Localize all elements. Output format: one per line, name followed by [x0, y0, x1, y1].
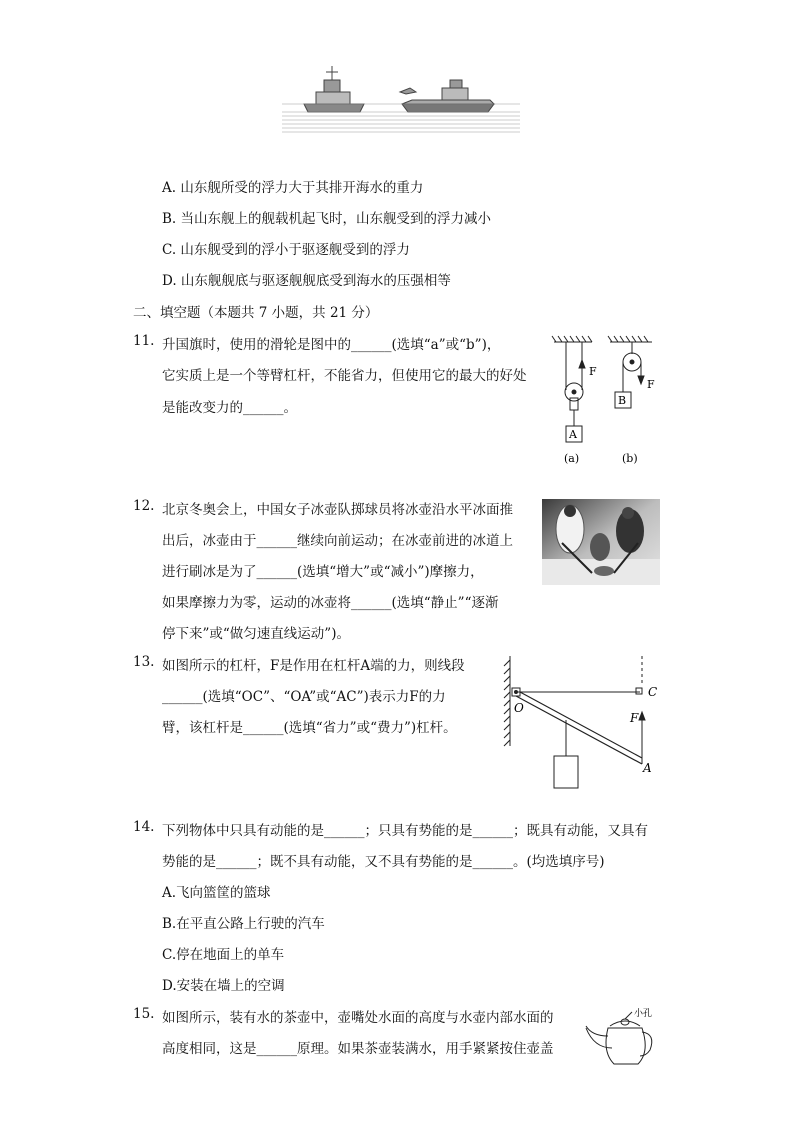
q15-line-2: 高度相同，这是______原理。如果茶壶装满水，用手紧紧按住壶盖 [162, 1041, 554, 1057]
box-b-label: B [618, 394, 627, 407]
q12-line-4: 如果摩擦力为零，运动的冰壶将______(选填“静止”“逐渐 [162, 595, 499, 611]
q12-number: 12. [133, 498, 155, 514]
curling-photo [542, 499, 660, 585]
q10-option-c: C. 山东舰受到的浮小于驱逐舰受到的浮力 [162, 242, 410, 258]
q14-line-2: 势能的是______；既不具有动能，又不具有势能的是______。(均选填序号) [162, 854, 605, 870]
pulley-b-force-label: F [647, 378, 655, 391]
q11-line-2: 它实质上是一个等臂杠杆，不能省力，但使用它的最大的好处 [162, 368, 527, 384]
pulley-figure [548, 334, 660, 474]
q13-line-2: ______(选填“OC”、“OA”或“AC”)表示力F的力 [162, 689, 446, 705]
section-title: 二、填空题（本题共 7 小题，共 21 分） [133, 305, 379, 321]
lever-figure [500, 654, 670, 794]
q13-line-1: 如图所示的杠杆，F是作用在杠杆A端的力，则线段 [162, 658, 465, 674]
q11-line-1: 升国旗时，使用的滑轮是图中的______(选填“a”或“b”)， [162, 337, 501, 353]
q10-option-a: A. 山东舰所受的浮力大于其排开海水的重力 [162, 180, 424, 196]
pulley-a-force-label: F [589, 365, 597, 378]
q10-option-d: D. 山东舰舰底与驱逐舰舰底受到海水的压强相等 [162, 273, 451, 289]
point-A-label: A [643, 761, 652, 775]
q14-option-a: A.飞向篮筐的篮球 [162, 885, 271, 901]
q12-line-1: 北京冬奥会上，中国女子冰壶队掷球员将冰壶沿水平冰面推 [162, 502, 513, 518]
q13-number: 13. [133, 654, 155, 670]
box-a-label: A [569, 428, 577, 441]
q12-line-3: 进行刷冰是为了______(选填“增大”或“减小”)摩擦力， [162, 564, 484, 580]
q15-line-1: 如图所示，装有水的茶壶中，壶嘴处水面的高度与水壶内部水面的 [162, 1010, 554, 1026]
teapot-figure [580, 1004, 670, 1074]
q14-number: 14. [133, 819, 155, 835]
q11-number: 11. [133, 333, 155, 349]
q13-line-3: 臂，该杠杆是______(选填“省力”或“费力”)杠杆。 [162, 720, 457, 736]
q15-number: 15. [133, 1006, 155, 1022]
ships-figure [282, 60, 520, 138]
q11-line-3: 是能改变力的______。 [162, 400, 297, 416]
q14-option-d: D.安装在墙上的空调 [162, 978, 285, 994]
q10-option-b: B. 当山东舰上的舰载机起飞时，山东舰受到的浮力减小 [162, 211, 492, 227]
q12-line-2: 出后，冰壶由于______继续向前运动；在冰壶前进的冰道上 [162, 533, 513, 549]
small-hole-label: 小孔 [634, 1009, 653, 1019]
q14-option-c: C.停在地面上的单车 [162, 947, 285, 963]
point-C-label: C [648, 685, 658, 699]
q14-line-1: 下列物体中只具有动能的是______；只具有势能的是______；既具有动能，又具有 [162, 823, 648, 839]
caption-b: (b) [622, 452, 638, 465]
q14-option-b: B.在平直公路上行驶的汽车 [162, 916, 325, 932]
point-O-label: O [514, 701, 524, 715]
caption-a: (a) [564, 452, 580, 465]
q12-line-5: 停下来”或“做匀速直线运动”)。 [162, 626, 350, 642]
force-F-label: F [630, 711, 639, 725]
